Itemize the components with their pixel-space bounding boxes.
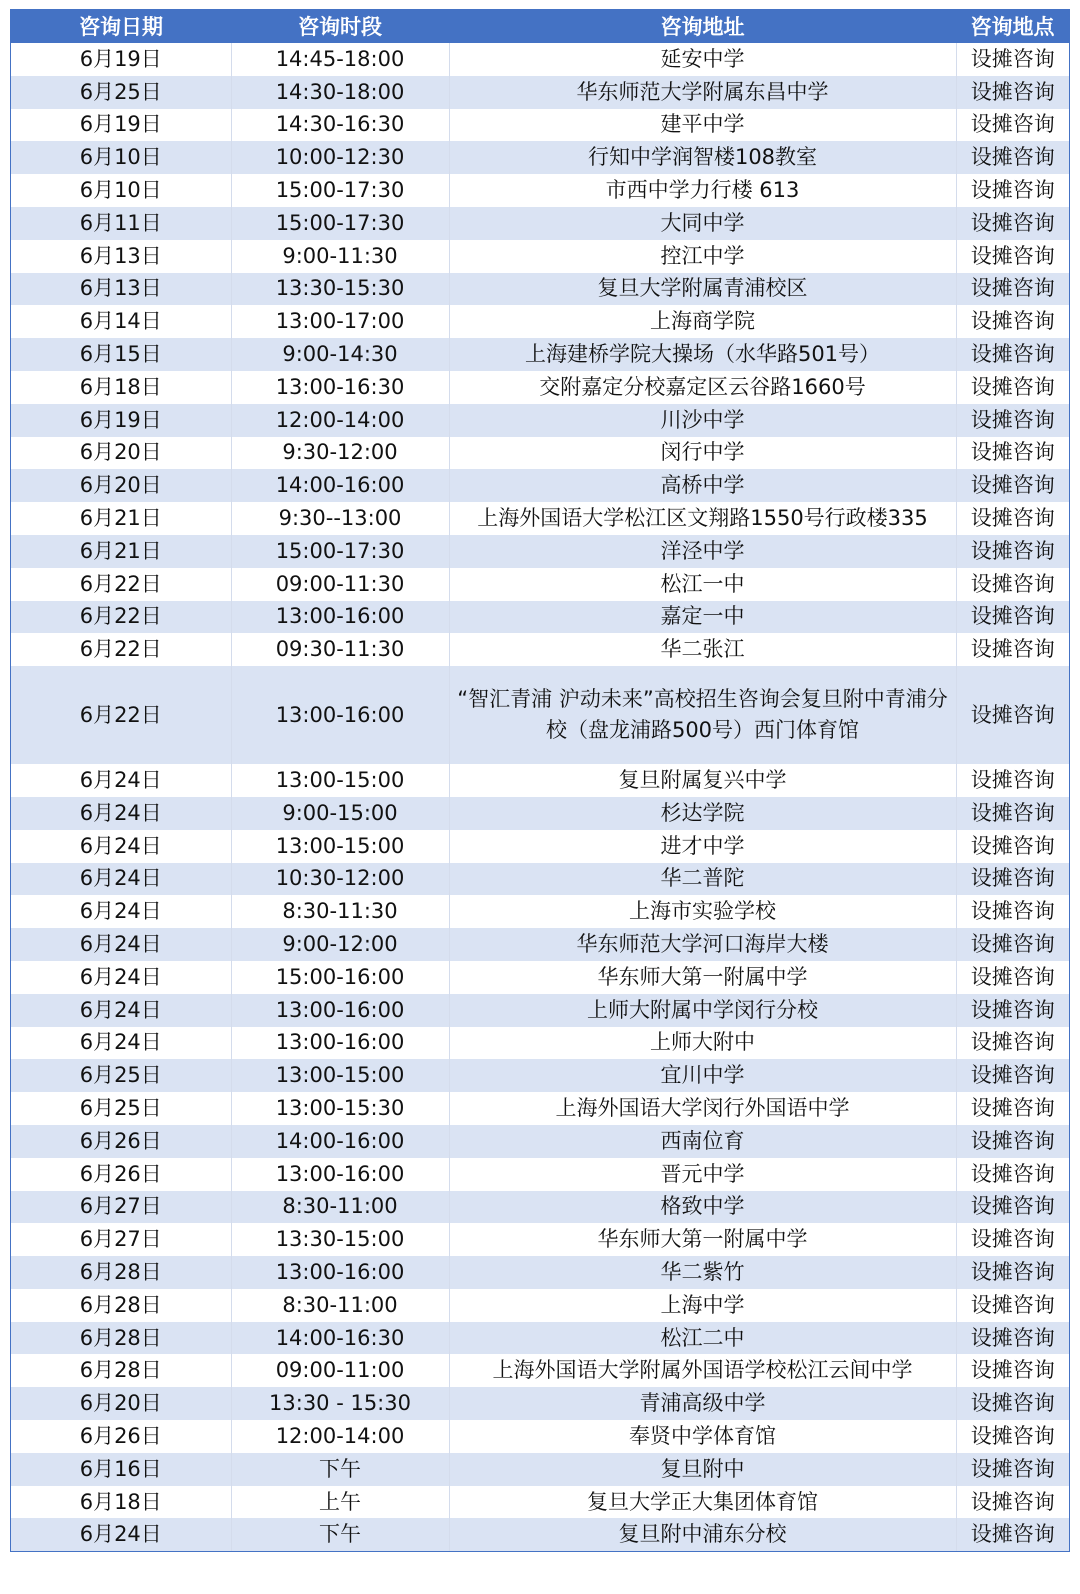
cell-location: 设摊咨询 xyxy=(956,797,1069,830)
cell-address: 杉达学院 xyxy=(449,797,956,830)
cell-time: 13:00-16:00 xyxy=(231,1027,449,1060)
cell-time: 13:00-15:30 xyxy=(231,1092,449,1125)
cell-date: 6月20日 xyxy=(11,469,231,502)
cell-address: 青浦高级中学 xyxy=(449,1387,956,1420)
cell-address: 复旦附中 xyxy=(449,1453,956,1486)
table-row xyxy=(11,1027,1069,1060)
cell-time: 14:00-16:00 xyxy=(231,469,449,502)
cell-date: 6月27日 xyxy=(11,1191,231,1224)
table-row xyxy=(11,1453,1069,1486)
cell-location: 设摊咨询 xyxy=(956,568,1069,601)
cell-address: 晋元中学 xyxy=(449,1158,956,1191)
header-address: 咨询地址 xyxy=(449,9,956,43)
cell-address: 上海建桥学院大操场（水华路501号） xyxy=(449,338,956,371)
table-row xyxy=(11,568,1069,601)
cell-location: 设摊咨询 xyxy=(956,1027,1069,1060)
cell-date: 6月26日 xyxy=(11,1125,231,1158)
cell-date: 6月25日 xyxy=(11,76,231,109)
cell-time: 10:30-12:00 xyxy=(231,863,449,896)
cell-address: 上海中学 xyxy=(449,1289,956,1322)
table-row xyxy=(11,1518,1069,1551)
table-row xyxy=(11,1059,1069,1092)
cell-date: 6月22日 xyxy=(11,568,231,601)
cell-address: 高桥中学 xyxy=(449,469,956,502)
table-row xyxy=(11,633,1069,666)
cell-date: 6月13日 xyxy=(11,273,231,306)
cell-date: 6月25日 xyxy=(11,1059,231,1092)
cell-date: 6月10日 xyxy=(11,141,231,174)
cell-location: 设摊咨询 xyxy=(956,338,1069,371)
cell-location: 设摊咨询 xyxy=(956,1518,1069,1551)
cell-location: 设摊咨询 xyxy=(956,207,1069,240)
cell-date: 6月19日 xyxy=(11,404,231,437)
cell-time: 10:00-12:30 xyxy=(231,141,449,174)
cell-date: 6月15日 xyxy=(11,338,231,371)
cell-location: 设摊咨询 xyxy=(956,1059,1069,1092)
cell-address: 上师大附中 xyxy=(449,1027,956,1060)
cell-address: 西南位育 xyxy=(449,1125,956,1158)
cell-time: 13:30 - 15:30 xyxy=(231,1387,449,1420)
cell-date: 6月16日 xyxy=(11,1453,231,1486)
cell-address: 交附嘉定分校嘉定区云谷路1660号 xyxy=(449,371,956,404)
header-date: 咨询日期 xyxy=(11,9,231,43)
cell-location: 设摊咨询 xyxy=(956,1322,1069,1355)
cell-time: 14:00-16:30 xyxy=(231,1322,449,1355)
cell-address: 复旦附属复兴中学 xyxy=(449,764,956,797)
cell-date: 6月19日 xyxy=(11,43,231,76)
cell-time: 15:00-17:30 xyxy=(231,535,449,568)
cell-time: 9:00-14:30 xyxy=(231,338,449,371)
cell-date: 6月25日 xyxy=(11,1092,231,1125)
table-row xyxy=(11,338,1069,371)
cell-date: 6月13日 xyxy=(11,240,231,273)
cell-time: 09:00-11:00 xyxy=(231,1354,449,1387)
cell-time: 15:00-16:00 xyxy=(231,961,449,994)
cell-date: 6月24日 xyxy=(11,961,231,994)
cell-address: 市西中学力行楼 613 xyxy=(449,174,956,207)
cell-address: 上海外国语大学闵行外国语中学 xyxy=(449,1092,956,1125)
table-row xyxy=(11,1223,1069,1256)
cell-time: 09:30-11:30 xyxy=(231,633,449,666)
cell-location: 设摊咨询 xyxy=(956,1256,1069,1289)
table-row xyxy=(11,764,1069,797)
table-row xyxy=(11,863,1069,896)
cell-time: 13:00-16:00 xyxy=(231,1158,449,1191)
cell-date: 6月10日 xyxy=(11,174,231,207)
table-row xyxy=(11,174,1069,207)
cell-location: 设摊咨询 xyxy=(956,666,1069,764)
cell-address: 上海外国语大学附属外国语学校松江云间中学 xyxy=(449,1354,956,1387)
cell-location: 设摊咨询 xyxy=(956,1191,1069,1224)
cell-time: 9:30--13:00 xyxy=(231,502,449,535)
cell-time: 13:00-17:00 xyxy=(231,305,449,338)
cell-address: 华东师范大学河口海岸大楼 xyxy=(449,928,956,961)
cell-date: 6月20日 xyxy=(11,437,231,470)
cell-time: 14:30-16:30 xyxy=(231,109,449,142)
cell-location: 设摊咨询 xyxy=(956,240,1069,273)
table-row xyxy=(11,961,1069,994)
cell-location: 设摊咨询 xyxy=(956,1223,1069,1256)
cell-date: 6月28日 xyxy=(11,1354,231,1387)
cell-location: 设摊咨询 xyxy=(956,1289,1069,1322)
cell-date: 6月19日 xyxy=(11,109,231,142)
table-row xyxy=(11,469,1069,502)
cell-location: 设摊咨询 xyxy=(956,830,1069,863)
table-row xyxy=(11,207,1069,240)
cell-time: 14:45-18:00 xyxy=(231,43,449,76)
cell-date: 6月21日 xyxy=(11,502,231,535)
header-location: 咨询地点 xyxy=(956,9,1069,43)
cell-location: 设摊咨询 xyxy=(956,1354,1069,1387)
cell-date: 6月24日 xyxy=(11,830,231,863)
table-row xyxy=(11,109,1069,142)
cell-time: 09:00-11:30 xyxy=(231,568,449,601)
cell-address: 上师大附属中学闵行分校 xyxy=(449,994,956,1027)
cell-time: 13:00-16:30 xyxy=(231,371,449,404)
cell-address: 洋泾中学 xyxy=(449,535,956,568)
cell-date: 6月24日 xyxy=(11,928,231,961)
cell-date: 6月26日 xyxy=(11,1158,231,1191)
cell-address: 松江二中 xyxy=(449,1322,956,1355)
cell-location: 设摊咨询 xyxy=(956,371,1069,404)
cell-date: 6月18日 xyxy=(11,1486,231,1519)
cell-date: 6月24日 xyxy=(11,994,231,1027)
cell-address: 复旦大学正大集团体育馆 xyxy=(449,1486,956,1519)
table-body xyxy=(11,43,1069,1552)
cell-time: 8:30-11:00 xyxy=(231,1191,449,1224)
cell-date: 6月24日 xyxy=(11,1027,231,1060)
cell-date: 6月22日 xyxy=(11,633,231,666)
cell-address: 上海商学院 xyxy=(449,305,956,338)
cell-address: 延安中学 xyxy=(449,43,956,76)
cell-date: 6月21日 xyxy=(11,535,231,568)
cell-location: 设摊咨询 xyxy=(956,502,1069,535)
cell-location: 设摊咨询 xyxy=(956,305,1069,338)
table-row xyxy=(11,240,1069,273)
cell-time: 13:30-15:00 xyxy=(231,1223,449,1256)
cell-time: 15:00-17:30 xyxy=(231,174,449,207)
table-row xyxy=(11,895,1069,928)
cell-location: 设摊咨询 xyxy=(956,1420,1069,1453)
table-header xyxy=(11,9,1069,43)
table-row xyxy=(11,1420,1069,1453)
cell-location: 设摊咨询 xyxy=(956,1486,1069,1519)
cell-address: 行知中学润智楼108教室 xyxy=(449,141,956,174)
cell-time: 下午 xyxy=(231,1453,449,1486)
cell-address: 闵行中学 xyxy=(449,437,956,470)
cell-location: 设摊咨询 xyxy=(956,109,1069,142)
cell-time: 8:30-11:00 xyxy=(231,1289,449,1322)
table-row xyxy=(11,535,1069,568)
table-row xyxy=(11,1158,1069,1191)
table-row xyxy=(11,502,1069,535)
cell-location: 设摊咨询 xyxy=(956,76,1069,109)
cell-location: 设摊咨询 xyxy=(956,404,1069,437)
table-row xyxy=(11,1322,1069,1355)
table-row xyxy=(11,601,1069,634)
cell-address: 控江中学 xyxy=(449,240,956,273)
cell-address: 大同中学 xyxy=(449,207,956,240)
table-row xyxy=(11,928,1069,961)
cell-address: 华东师大第一附属中学 xyxy=(449,1223,956,1256)
cell-address: 川沙中学 xyxy=(449,404,956,437)
cell-date: 6月26日 xyxy=(11,1420,231,1453)
cell-location: 设摊咨询 xyxy=(956,43,1069,76)
cell-location: 设摊咨询 xyxy=(956,994,1069,1027)
cell-time: 9:00-11:30 xyxy=(231,240,449,273)
cell-location: 设摊咨询 xyxy=(956,469,1069,502)
cell-time: 9:00-12:00 xyxy=(231,928,449,961)
cell-date: 6月27日 xyxy=(11,1223,231,1256)
cell-time: 上午 xyxy=(231,1486,449,1519)
cell-address: 上海市实验学校 xyxy=(449,895,956,928)
cell-address: 复旦大学附属青浦校区 xyxy=(449,273,956,306)
cell-address: “智汇青浦 沪动未来”高校招生咨询会复旦附中青浦分校（盘龙浦路500号）西门体育馆 xyxy=(449,666,956,764)
cell-location: 设摊咨询 xyxy=(956,1453,1069,1486)
cell-time: 13:00-16:00 xyxy=(231,994,449,1027)
cell-time: 13:30-15:30 xyxy=(231,273,449,306)
table-row xyxy=(11,1486,1069,1519)
cell-date: 6月24日 xyxy=(11,797,231,830)
cell-time: 13:00-16:00 xyxy=(231,601,449,634)
table-row xyxy=(11,994,1069,1027)
cell-date: 6月18日 xyxy=(11,371,231,404)
cell-location: 设摊咨询 xyxy=(956,273,1069,306)
cell-location: 设摊咨询 xyxy=(956,1158,1069,1191)
cell-location: 设摊咨询 xyxy=(956,764,1069,797)
cell-time: 13:00-15:00 xyxy=(231,764,449,797)
cell-address: 华二紫竹 xyxy=(449,1256,956,1289)
cell-location: 设摊咨询 xyxy=(956,174,1069,207)
cell-address: 松江一中 xyxy=(449,568,956,601)
table-row xyxy=(11,1289,1069,1322)
cell-time: 9:30-12:00 xyxy=(231,437,449,470)
cell-address: 复旦附中浦东分校 xyxy=(449,1518,956,1551)
header-time: 咨询时段 xyxy=(231,9,449,43)
cell-time: 13:00-16:00 xyxy=(231,666,449,764)
cell-location: 设摊咨询 xyxy=(956,1387,1069,1420)
cell-time: 13:00-15:00 xyxy=(231,1059,449,1092)
cell-address: 上海外国语大学松江区文翔路1550号行政楼335 xyxy=(449,502,956,535)
cell-address: 华东师范大学附属东昌中学 xyxy=(449,76,956,109)
cell-date: 6月20日 xyxy=(11,1387,231,1420)
cell-time: 下午 xyxy=(231,1518,449,1551)
cell-address: 华东师大第一附属中学 xyxy=(449,961,956,994)
cell-time: 12:00-14:00 xyxy=(231,404,449,437)
cell-time: 14:30-18:00 xyxy=(231,76,449,109)
cell-date: 6月22日 xyxy=(11,601,231,634)
cell-date: 6月28日 xyxy=(11,1256,231,1289)
cell-date: 6月28日 xyxy=(11,1322,231,1355)
table-row xyxy=(11,76,1069,109)
cell-location: 设摊咨询 xyxy=(956,437,1069,470)
table-row xyxy=(11,305,1069,338)
table-row xyxy=(11,1092,1069,1125)
cell-address: 华二张江 xyxy=(449,633,956,666)
cell-address: 宜川中学 xyxy=(449,1059,956,1092)
table-row xyxy=(11,1354,1069,1387)
cell-location: 设摊咨询 xyxy=(956,961,1069,994)
cell-date: 6月22日 xyxy=(11,666,231,764)
table-row xyxy=(11,437,1069,470)
cell-address: 进才中学 xyxy=(449,830,956,863)
cell-date: 6月11日 xyxy=(11,207,231,240)
cell-date: 6月24日 xyxy=(11,863,231,896)
table-row xyxy=(11,1256,1069,1289)
cell-address: 嘉定一中 xyxy=(449,601,956,634)
cell-time: 13:00-16:00 xyxy=(231,1256,449,1289)
cell-location: 设摊咨询 xyxy=(956,1125,1069,1158)
table-row xyxy=(11,273,1069,306)
cell-location: 设摊咨询 xyxy=(956,601,1069,634)
table-row xyxy=(11,797,1069,830)
cell-address: 华二普陀 xyxy=(449,863,956,896)
cell-address: 建平中学 xyxy=(449,109,956,142)
cell-location: 设摊咨询 xyxy=(956,141,1069,174)
table-row xyxy=(11,43,1069,76)
table-row xyxy=(11,1191,1069,1224)
consultation-schedule xyxy=(10,9,1070,1552)
cell-date: 6月28日 xyxy=(11,1289,231,1322)
table-row xyxy=(11,666,1069,764)
cell-time: 14:00-16:00 xyxy=(231,1125,449,1158)
cell-time: 8:30-11:30 xyxy=(231,895,449,928)
table-row xyxy=(11,830,1069,863)
schedule-table xyxy=(11,9,1069,1551)
table-row xyxy=(11,1387,1069,1420)
cell-address: 格致中学 xyxy=(449,1191,956,1224)
cell-date: 6月24日 xyxy=(11,764,231,797)
cell-time: 15:00-17:30 xyxy=(231,207,449,240)
cell-time: 12:00-14:00 xyxy=(231,1420,449,1453)
cell-location: 设摊咨询 xyxy=(956,1092,1069,1125)
table-row xyxy=(11,371,1069,404)
table-row xyxy=(11,404,1069,437)
cell-location: 设摊咨询 xyxy=(956,535,1069,568)
table-row xyxy=(11,1125,1069,1158)
table-row xyxy=(11,141,1069,174)
cell-time: 9:00-15:00 xyxy=(231,797,449,830)
cell-location: 设摊咨询 xyxy=(956,863,1069,896)
cell-time: 13:00-15:00 xyxy=(231,830,449,863)
cell-date: 6月24日 xyxy=(11,895,231,928)
cell-location: 设摊咨询 xyxy=(956,895,1069,928)
cell-location: 设摊咨询 xyxy=(956,633,1069,666)
cell-address: 奉贤中学体育馆 xyxy=(449,1420,956,1453)
cell-date: 6月24日 xyxy=(11,1518,231,1551)
cell-date: 6月14日 xyxy=(11,305,231,338)
header-row xyxy=(11,9,1069,43)
cell-location: 设摊咨询 xyxy=(956,928,1069,961)
